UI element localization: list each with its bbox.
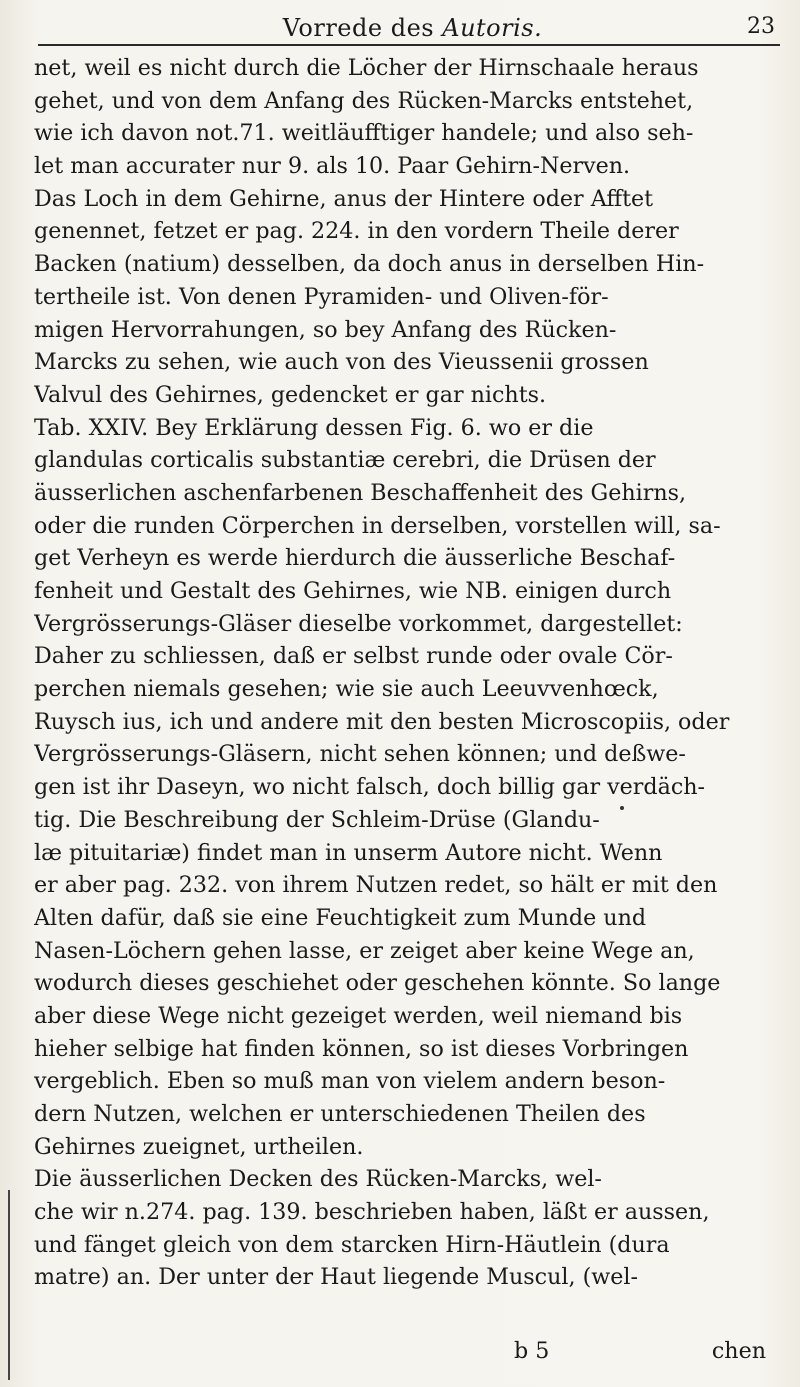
running-title bbox=[50, 14, 775, 42]
text-line: Vergrösserungs-Gläser dieselbe vorkommet, dargestellet: bbox=[34, 610, 683, 637]
ink-blot bbox=[620, 806, 624, 810]
signature-mark: b 5 bbox=[514, 1338, 550, 1364]
text-line: gehet, und von dem Anfang des Rücken-Marcks entstehet, bbox=[34, 87, 694, 114]
text-line: oder die runden Cörperchen in derselben, vorstellen will, sa- bbox=[34, 512, 721, 539]
text-line: gen ist ihr Daseyn, wo nicht falsch, doch billig gar verdäch- bbox=[34, 774, 706, 801]
text-line: wodurch dieses geschiehet oder geschehen könnte. So lange bbox=[34, 970, 721, 997]
running-title-text: Vorrede des bbox=[282, 14, 435, 42]
text-line: net, weil es nicht durch die Löcher der Hirnschaale heraus bbox=[34, 55, 699, 81]
text-line: er aber pag. 232. von ihrem Nutzen redet, so hält er mit den bbox=[34, 872, 718, 899]
text-line: tertheile ist. Von denen Pyramiden- und Oliven-för- bbox=[34, 283, 609, 310]
text-line: Die äusserlichen Decken des Rücken-Marcks, wel- bbox=[34, 1166, 602, 1193]
text-line: äusserlichen aschenfarbenen Beschaffenheit des Gehirns, bbox=[34, 479, 687, 506]
text-line: Das Loch in dem Gehirne, anus der Hintere oder Afftet bbox=[34, 185, 654, 212]
text-line: let man accurater nur 9. als 10. Paar Gehirn-Nerven. bbox=[34, 153, 631, 180]
text-line: und fänget gleich von dem starcken Hirn-Häutlein (dura bbox=[34, 1231, 670, 1258]
text-line: migen Hervorrahungen, so bey Anfang des Rücken- bbox=[34, 316, 617, 343]
text-line: aber diese Wege nicht gezeiget werden, weil niemand bis bbox=[34, 1002, 683, 1029]
text-line: wie ich davon not.71. weitläufftiger handele; und also seh- bbox=[34, 120, 694, 147]
running-title-italic: Autoris. bbox=[442, 14, 543, 42]
text-line: Vergrösserungs-Gläsern, nicht sehen können; und deßwe- bbox=[34, 741, 686, 768]
text-line: Tab. XXIV. Bey Erklärung dessen Fig. 6. wo er die bbox=[34, 414, 594, 441]
page-header bbox=[50, 14, 775, 48]
text-line: Nasen-Löchern gehen lasse, er zeiget aber keine Wege an, bbox=[34, 937, 695, 964]
text-line: Backen (natium) desselben, da doch anus in derselben Hin- bbox=[34, 251, 705, 278]
text-line: læ pituitariæ) findet man in unserm Autore nicht. Wenn bbox=[34, 839, 663, 866]
text-line: vergeblich. Eben so muß man von vielem andern beson- bbox=[34, 1068, 666, 1095]
text-line: Valvul des Gehirnes, gedencket er gar nichts. bbox=[34, 381, 547, 408]
text-line: Daher zu schliessen, daß er selbst runde oder ovale Cör- bbox=[34, 643, 673, 670]
text-line: Gehirnes zueignet, urtheilen. bbox=[34, 1133, 364, 1160]
text-line: fenheit und Gestalt des Gehirnes, wie NB. einigen durch bbox=[34, 578, 672, 604]
text-line: perchen niemals gesehen; wie sie auch Leeuvvenhœck, bbox=[34, 676, 659, 703]
text-line: Alten dafür, daß sie eine Feuchtigkeit zum Munde und bbox=[34, 904, 647, 931]
margin-line bbox=[8, 1190, 10, 1380]
text-line: tig. Die Beschreibung der Schleim-Drüse (Glandu- bbox=[34, 806, 600, 833]
body-text bbox=[34, 52, 776, 1294]
text-line: che wir n.274. pag. 139. beschrieben haben, läßt er aussen, bbox=[34, 1199, 710, 1226]
text-line: Ruysch ius, ich und andere mit den besten Microscopiis, oder bbox=[34, 708, 730, 735]
catchword: chen bbox=[711, 1338, 766, 1364]
text-line: get Verheyn es werde hierdurch die äusserliche Beschaf- bbox=[34, 545, 676, 572]
header-rule bbox=[38, 44, 780, 46]
text-line: genennet, fetzet er pag. 224. in den vordern Theile derer bbox=[34, 218, 679, 245]
page-footer bbox=[34, 1338, 776, 1370]
text-line: glandulas corticalis substantiæ cerebri, die Drüsen der bbox=[34, 447, 656, 474]
text-line: matre) an. Der unter der Haut liegende Muscul, (wel- bbox=[34, 1264, 638, 1291]
text-line: hieher selbige hat finden können, so ist dieses Vorbringen bbox=[34, 1035, 689, 1062]
text-line: dern Nutzen, welchen er unterschiedenen Theilen des bbox=[34, 1101, 646, 1127]
page-number: 23 bbox=[747, 14, 775, 39]
text-line: Marcks zu sehen, wie auch von des Vieussenii grossen bbox=[34, 349, 649, 376]
